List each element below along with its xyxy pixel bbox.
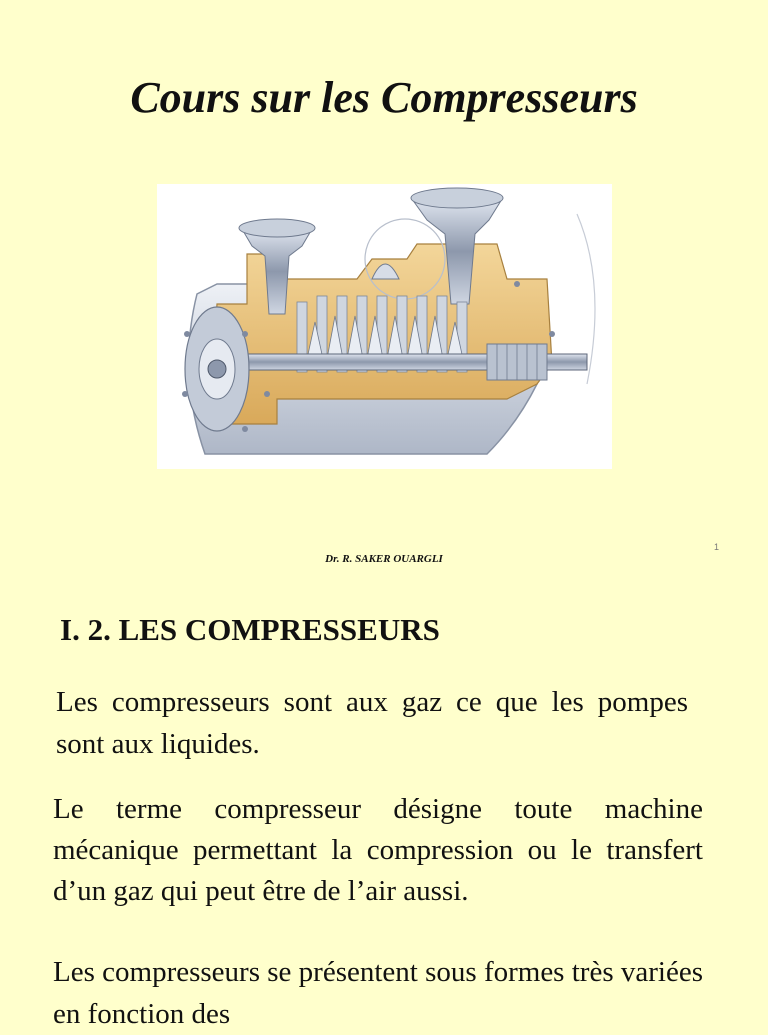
- page-number: 1: [714, 542, 720, 552]
- paragraph-2: Le terme compresseur désigne toute machine mécanique permettant la compression ou le transfert d’un gaz qui peut être de l’air aussi.: [53, 793, 703, 907]
- compressor-illustration: [157, 184, 612, 469]
- content-slide: [0, 585, 768, 1030]
- author-line: Dr. R. SAKER OUARGLI: [325, 553, 443, 565]
- paragraph-1: Les compresseurs sont aux gaz ce que les pompes sont aux liquides.: [56, 686, 688, 760]
- paragraph-3: Les compresseurs se présentent sous formes très variées en fonction des: [53, 956, 703, 1030]
- compressor-cutaway-image: [157, 184, 612, 469]
- section-heading: I. 2. LES COMPRESSEURS: [60, 612, 440, 647]
- slide-title: Cours sur les Compresseurs: [130, 73, 638, 122]
